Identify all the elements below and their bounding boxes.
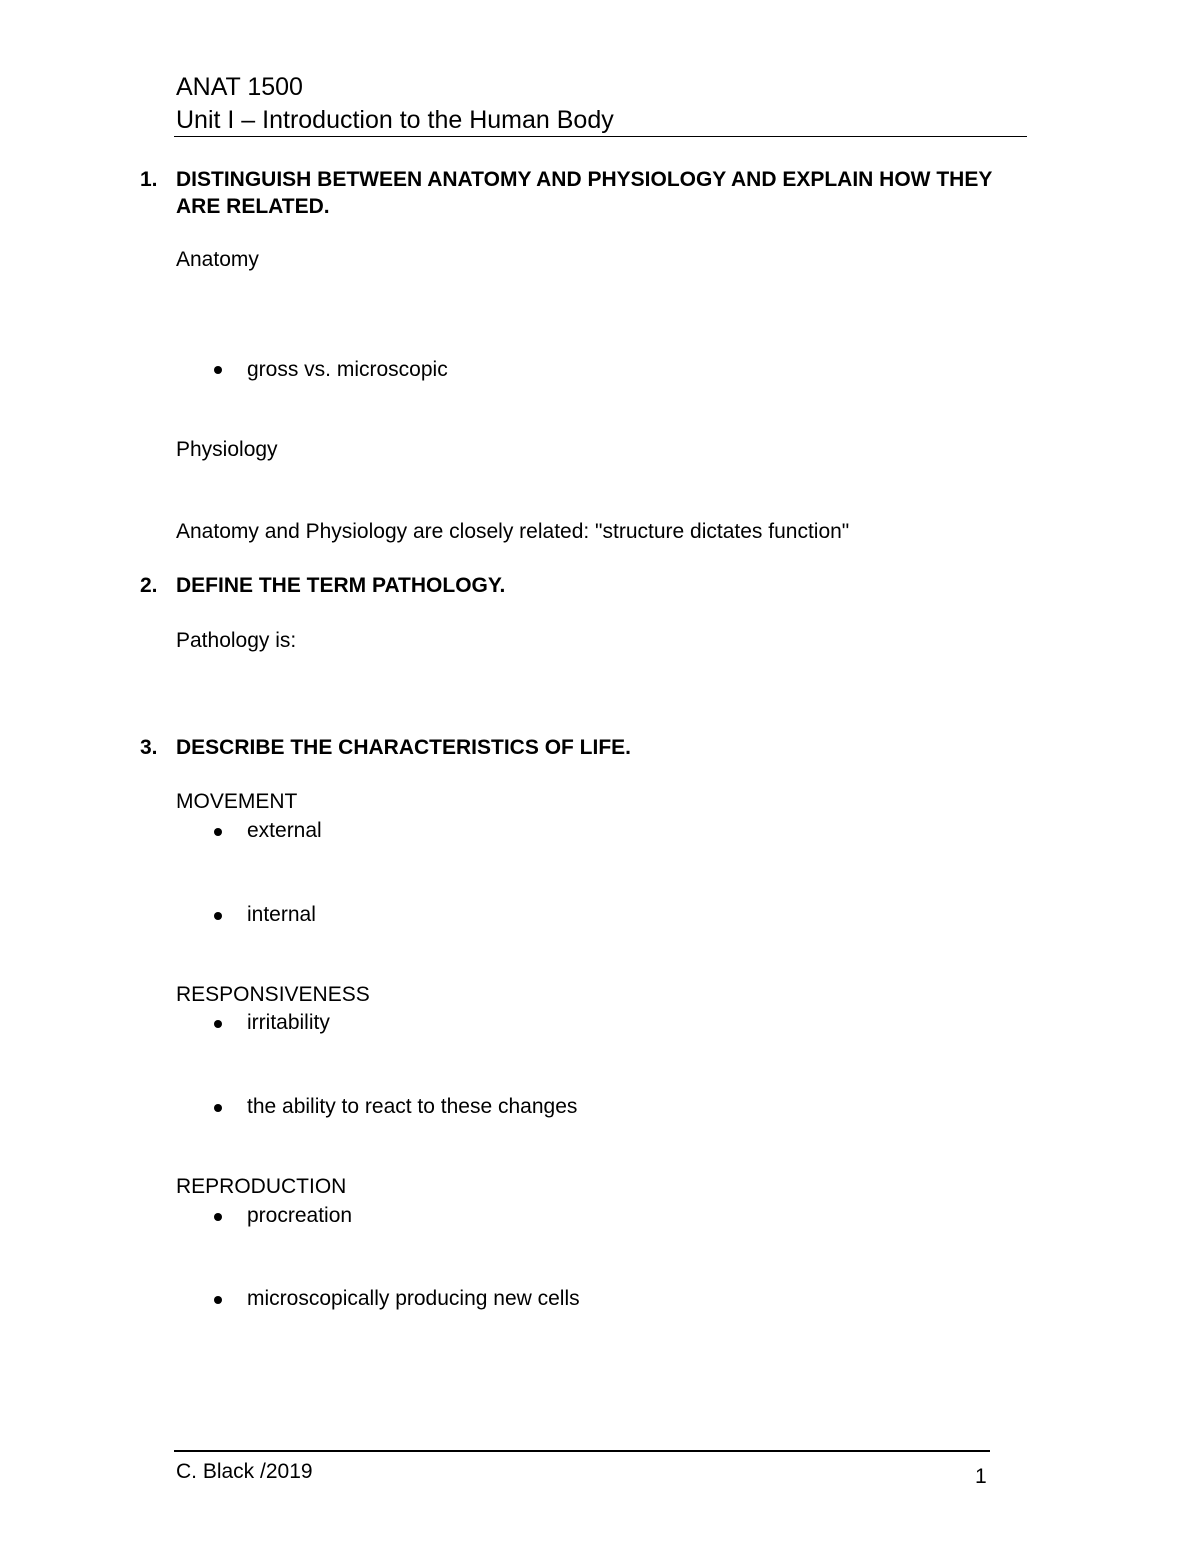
question-3-text: DESCRIBE THE CHARACTERISTICS OF LIFE. xyxy=(176,736,632,759)
anatomy-label: Anatomy xyxy=(176,248,259,271)
bullet-icon xyxy=(214,1104,222,1112)
bullet-icon xyxy=(214,1296,222,1304)
list-item: procreation xyxy=(247,1204,353,1227)
list-item: gross vs. microscopic xyxy=(247,358,448,381)
question-1-text: DISTINGUISH BETWEEN ANATOMY AND PHYSIOLOGY AND EXPLAIN HOW THEY ARE RELATED. xyxy=(176,168,992,218)
footer-rule xyxy=(174,1450,990,1452)
list-item: irritability xyxy=(247,1011,330,1034)
relation-text: Anatomy and Physiology are closely related: "structure dictates function" xyxy=(176,520,850,543)
list-item: external xyxy=(247,819,322,842)
list-item: internal xyxy=(247,903,316,926)
physiology-label: Physiology xyxy=(176,438,278,461)
bullet-icon xyxy=(214,1020,222,1028)
bullet-icon xyxy=(214,366,222,374)
section-heading-responsiveness: RESPONSIVENESS xyxy=(176,983,370,1006)
page-number: 1 xyxy=(975,1465,987,1488)
list-item: the ability to react to these changes xyxy=(247,1095,578,1118)
header-rule xyxy=(174,136,1027,137)
footer-author: C. Black /2019 xyxy=(176,1460,313,1483)
unit-title: Unit I – Introduction to the Human Body xyxy=(176,106,614,134)
question-2-number: 2. xyxy=(140,574,158,597)
section-heading-reproduction: REPRODUCTION xyxy=(176,1175,347,1198)
pathology-prompt: Pathology is: xyxy=(176,629,297,652)
question-1-number: 1. xyxy=(140,168,158,191)
bullet-icon xyxy=(214,1213,222,1221)
course-title: ANAT 1500 xyxy=(176,73,303,101)
bullet-icon xyxy=(214,828,222,836)
question-2-text: DEFINE THE TERM PATHOLOGY. xyxy=(176,574,506,597)
section-heading-movement: MOVEMENT xyxy=(176,790,298,813)
list-item: microscopically producing new cells xyxy=(247,1287,580,1310)
bullet-icon xyxy=(214,912,222,920)
question-3-number: 3. xyxy=(140,736,158,759)
